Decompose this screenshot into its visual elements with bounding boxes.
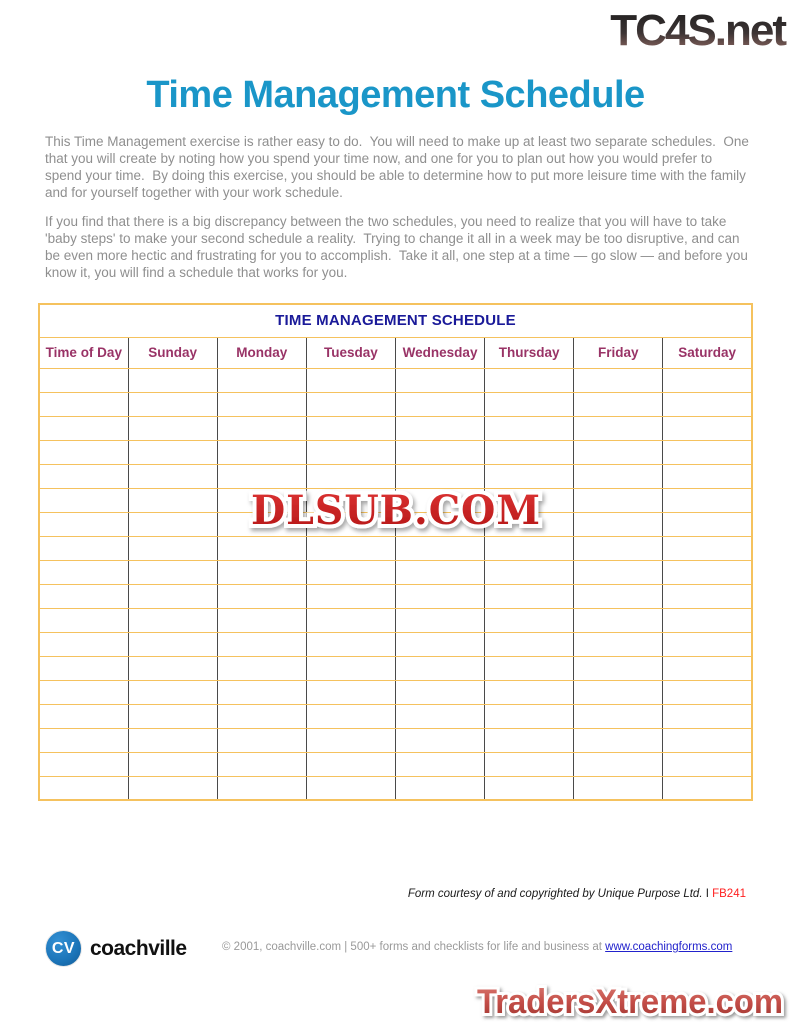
schedule-cell [306,512,395,536]
schedule-cell [485,632,574,656]
schedule-cell [396,656,485,680]
schedule-cell [39,704,128,728]
schedule-cell [396,488,485,512]
schedule-cell [396,368,485,392]
schedule-cell [39,632,128,656]
schedule-cell [574,392,663,416]
schedule-cell [574,752,663,776]
schedule-cell [128,608,217,632]
schedule-cell [663,464,752,488]
schedule-cell [39,680,128,704]
schedule-cell [396,416,485,440]
schedule-cell [39,752,128,776]
schedule-cell [396,704,485,728]
schedule-cell [306,704,395,728]
schedule-cell [39,488,128,512]
schedule-cell [217,584,306,608]
schedule-cell [306,680,395,704]
footer-copyright [222,941,732,953]
copyright-text: © 2001, coachville.com | 500+ forms and checklists for life and business at [222,941,606,953]
schedule-row [39,464,752,488]
schedule-row [39,536,752,560]
form-code: FB241 [712,888,746,900]
schedule-cell [128,752,217,776]
schedule-cell [128,656,217,680]
tradersxtreme-logo [469,980,791,1024]
schedule-cell [574,656,663,680]
schedule-cell [485,656,574,680]
dlsub-watermark-text: DLSUB.COM [250,487,541,534]
schedule-row [39,728,752,752]
schedule-cell [217,776,306,800]
schedule-cell [485,680,574,704]
schedule-row [39,656,752,680]
schedule-cell [39,656,128,680]
schedule-cell [39,728,128,752]
schedule-cell [485,752,574,776]
schedule-cell [485,560,574,584]
schedule-cell [306,368,395,392]
schedule-row [39,608,752,632]
courtesy-text: Form courtesy of and copyrighted by Unique Purpose Ltd. [407,888,703,900]
schedule-cell [485,440,574,464]
schedule-cell [574,416,663,440]
schedule-cell [217,392,306,416]
schedule-cell [663,536,752,560]
schedule-row [39,752,752,776]
tc4s-logo-text: TC4S.net [610,6,785,55]
schedule-cell [485,704,574,728]
schedule-cell [485,464,574,488]
schedule-cell [39,512,128,536]
schedule-cell [39,440,128,464]
schedule-cell [306,584,395,608]
schedule-cell [128,704,217,728]
schedule-cell [663,632,752,656]
intro-section [45,133,751,293]
schedule-cell [396,632,485,656]
schedule-cell [39,536,128,560]
schedule-cell [574,776,663,800]
schedule-cell [663,560,752,584]
schedule-cell [306,392,395,416]
schedule-cell [663,608,752,632]
schedule-cell [128,368,217,392]
schedule-cell [574,536,663,560]
schedule-cell [663,512,752,536]
schedule-cell [396,536,485,560]
column-header: Saturday [663,337,752,368]
schedule-cell [485,488,574,512]
column-header: Wednesday [396,337,485,368]
schedule-row [39,680,752,704]
column-header: Thursday [485,337,574,368]
schedule-cell [306,560,395,584]
schedule-table-body [39,368,752,800]
schedule-row [39,368,752,392]
schedule-cell [217,728,306,752]
schedule-row [39,704,752,728]
schedule-cell [396,728,485,752]
schedule-cell [485,512,574,536]
schedule-cell [306,632,395,656]
column-header: Tuesday [306,337,395,368]
schedule-cell [485,776,574,800]
schedule-row [39,584,752,608]
schedule-cell [39,368,128,392]
schedule-cell [574,512,663,536]
schedule-cell [574,608,663,632]
schedule-row [39,488,752,512]
schedule-cell [128,416,217,440]
column-header: Monday [217,337,306,368]
schedule-row [39,392,752,416]
tc4s-logo [587,2,787,56]
schedule-row [39,776,752,800]
schedule-cell [217,488,306,512]
schedule-cell [217,656,306,680]
coachingforms-link[interactable]: www.coachingforms.com [605,941,733,953]
schedule-cell [128,560,217,584]
coachville-logo-text: coachville [90,936,187,960]
schedule-cell [39,560,128,584]
intro-paragraph-1: This Time Management exercise is rather easy to do. You will need to make up at least two separate schedules. One that you will create by noting how you spend your time now, and one for you to plan out how you would prefer to spend your time. By doing this exercise, you should be able to determine how to put more leisure time with the family and for yourself together with your work schedule. [45,134,753,200]
schedule-cell [485,416,574,440]
table-title: TIME MANAGEMENT SCHEDULE [39,304,752,337]
schedule-cell [396,752,485,776]
schedule-row [39,440,752,464]
cv-monogram-icon: CV [45,930,82,967]
schedule-cell [663,416,752,440]
schedule-cell [306,440,395,464]
schedule-cell [485,536,574,560]
schedule-cell [574,560,663,584]
schedule-cell [306,488,395,512]
schedule-cell [663,392,752,416]
schedule-cell [306,464,395,488]
coachville-logo [45,930,187,967]
schedule-cell [663,584,752,608]
schedule-cell [128,440,217,464]
schedule-cell [574,368,663,392]
schedule-cell [574,704,663,728]
schedule-cell [663,488,752,512]
schedule-cell [663,368,752,392]
table-header-row [39,337,752,368]
schedule-cell [485,584,574,608]
schedule-cell [663,440,752,464]
schedule-cell [663,704,752,728]
schedule-cell [485,608,574,632]
schedule-cell [217,560,306,584]
schedule-cell [485,368,574,392]
schedule-cell [574,584,663,608]
schedule-cell [128,728,217,752]
page-title: Time Management Schedule [146,74,645,116]
table-title-row [39,304,752,337]
schedule-cell [306,776,395,800]
schedule-cell [574,440,663,464]
schedule-cell [663,752,752,776]
schedule-cell [217,512,306,536]
schedule-row [39,512,752,536]
schedule-cell [217,632,306,656]
schedule-cell [396,608,485,632]
schedule-cell [39,464,128,488]
schedule-cell [128,392,217,416]
schedule-row [39,416,752,440]
schedule-cell [39,776,128,800]
schedule-cell [574,632,663,656]
schedule-cell [574,488,663,512]
schedule-cell [217,536,306,560]
schedule-cell [306,752,395,776]
schedule-cell [217,608,306,632]
schedule-cell [574,728,663,752]
courtesy-separator: I [702,888,713,900]
schedule-cell [396,560,485,584]
schedule-cell [39,608,128,632]
schedule-cell [217,680,306,704]
schedule-cell [128,680,217,704]
schedule-cell [217,752,306,776]
schedule-cell [306,536,395,560]
schedule-cell [217,704,306,728]
schedule-cell [396,584,485,608]
schedule-cell [128,464,217,488]
schedule-cell [663,776,752,800]
schedule-cell [396,512,485,536]
schedule-cell [396,392,485,416]
schedule-cell [128,584,217,608]
courtesy-line [408,888,746,900]
schedule-cell [485,728,574,752]
schedule-cell [128,776,217,800]
column-header: Time of Day [39,337,128,368]
schedule-row [39,560,752,584]
schedule-cell [217,464,306,488]
schedule-cell [128,488,217,512]
schedule-cell [217,368,306,392]
schedule-cell [39,416,128,440]
schedule-cell [396,440,485,464]
schedule-cell [396,464,485,488]
schedule-cell [306,608,395,632]
schedule-cell [396,776,485,800]
schedule-cell [663,728,752,752]
schedule-row [39,632,752,656]
schedule-cell [128,632,217,656]
tradersxtreme-logo-text: TradersXtreme.com [477,983,783,1021]
intro-paragraph-2: If you find that there is a big discrepancy between the two schedules, you need to realize that you will have to take 'baby steps' to make your second schedule a reality. Trying to change it all in a week may be too disruptive, and can be even more hectic and frustrating for you to accomplish. Take it all, one step at a time — go slow — and before you know it, you will find a schedule that works for you. [45,214,752,280]
schedule-cell [128,536,217,560]
column-header: Sunday [128,337,217,368]
schedule-table-container [38,303,753,801]
schedule-cell [396,680,485,704]
schedule-cell [217,416,306,440]
schedule-cell [128,512,217,536]
schedule-cell [217,440,306,464]
schedule-table [38,303,753,801]
schedule-cell [574,464,663,488]
schedule-cell [574,680,663,704]
column-header: Friday [574,337,663,368]
schedule-cell [39,584,128,608]
schedule-cell [663,656,752,680]
schedule-cell [663,680,752,704]
schedule-cell [306,656,395,680]
schedule-cell [306,728,395,752]
schedule-cell [39,392,128,416]
schedule-cell [485,392,574,416]
schedule-cell [306,416,395,440]
